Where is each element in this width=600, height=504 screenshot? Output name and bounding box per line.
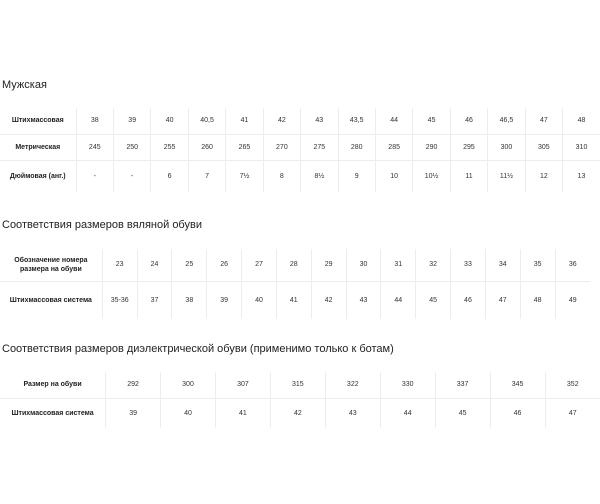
table-cell: 295 (450, 134, 487, 160)
table-cell: 27 (242, 249, 277, 281)
table-cell: 45 (413, 108, 450, 134)
table-cell: 46,5 (488, 108, 525, 134)
table-cell: 43 (301, 108, 338, 134)
table-cell: 300 (161, 372, 216, 398)
table-cell: 11½ (488, 160, 525, 192)
table-cell: 41 (276, 281, 311, 319)
table-row (0, 372, 600, 398)
table-cell: 270 (263, 134, 300, 160)
table-cell: 11 (450, 160, 487, 192)
table-cell: 48 (520, 281, 555, 319)
row-label: Штихмассовая (11, 117, 64, 125)
table-cell: 250 (113, 134, 150, 160)
table-cell: 7½ (226, 160, 263, 192)
table-row (0, 249, 590, 281)
table-cell: 49 (555, 281, 590, 319)
table-cell: 300 (488, 134, 525, 160)
table-cell: 35 (520, 249, 555, 281)
table-cell: 292 (106, 372, 161, 398)
table-cell: 307 (215, 372, 270, 398)
table-cell: 8 (263, 160, 300, 192)
table-cell: 6 (151, 160, 188, 192)
table-cell: 42 (263, 108, 300, 134)
table-body (0, 249, 590, 319)
table-cell: 35-36 (102, 281, 137, 319)
table-cell: 44 (375, 108, 412, 134)
table-cell: 290 (413, 134, 450, 160)
table-cell: 310 (563, 134, 600, 160)
section-title-dielectric: Соответствия размеров диэлектрической обуви (применимо только к ботам) (2, 343, 394, 355)
table-cell: 41 (215, 398, 270, 428)
table-cell: 47 (525, 108, 562, 134)
table-cell: 38 (76, 108, 113, 134)
table-cell: 10½ (413, 160, 450, 192)
row-label: Дюймовая (анг.) (0, 160, 76, 192)
table-cell: 9 (338, 160, 375, 192)
table-cell: 337 (435, 372, 490, 398)
table-row (0, 108, 600, 134)
table-cell: 36 (555, 249, 590, 281)
section-title-mens: Мужская (2, 79, 47, 91)
table-cell: 12 (525, 160, 562, 192)
table-row (0, 134, 600, 160)
table-cell: 352 (545, 372, 600, 398)
table-cell: 39 (207, 281, 242, 319)
table-cell: 265 (226, 134, 263, 160)
table-cell: 305 (525, 134, 562, 160)
table-row (0, 398, 600, 428)
table-cell: 40 (242, 281, 277, 319)
table-cell: 46 (450, 108, 487, 134)
table-cell: 39 (113, 108, 150, 134)
table-cell: 34 (485, 249, 520, 281)
table-cell: 40 (161, 398, 216, 428)
table-cell: 330 (380, 372, 435, 398)
table-cell: 25 (172, 249, 207, 281)
table-cell: 7 (188, 160, 225, 192)
table-cell: 46 (451, 281, 486, 319)
table-cell: 39 (106, 398, 161, 428)
table-cell: 43 (325, 398, 380, 428)
table-cell: 29 (311, 249, 346, 281)
table-cell: 345 (490, 372, 545, 398)
table-cell: 31 (381, 249, 416, 281)
table-cell: - (76, 160, 113, 192)
table-cell: 315 (270, 372, 325, 398)
table-body (0, 108, 600, 192)
row-label: Штихмассовая система (0, 281, 102, 319)
table-cell: 42 (311, 281, 346, 319)
table-cell: 280 (338, 134, 375, 160)
row-label: Метрическая (0, 134, 76, 160)
table-cell: 260 (188, 134, 225, 160)
table-cell: 43,5 (338, 108, 375, 134)
table-cell: 32 (416, 249, 451, 281)
table-cell: 10 (375, 160, 412, 192)
row-label: Штихмассовая система (0, 398, 106, 428)
table-cell: 285 (375, 134, 412, 160)
table-cell: 47 (485, 281, 520, 319)
table-cell: 245 (76, 134, 113, 160)
table-cell: 48 (563, 108, 600, 134)
table-body (0, 372, 600, 428)
table-cell: 47 (545, 398, 600, 428)
table-row (0, 160, 600, 192)
table-cell: 28 (276, 249, 311, 281)
section-title-felt-boots: Соответствия размеров вяляной обуви (2, 219, 202, 231)
table-cell: 23 (102, 249, 137, 281)
table-cell: 37 (137, 281, 172, 319)
table-cell: 33 (451, 249, 486, 281)
table-cell: 26 (207, 249, 242, 281)
table-cell: 24 (137, 249, 172, 281)
table-row (0, 281, 590, 319)
table-cell: - (113, 160, 150, 192)
table-cell: 43 (346, 281, 381, 319)
table-cell: 40,5 (188, 108, 225, 134)
table-cell: 30 (346, 249, 381, 281)
felt-boots-size-table (0, 249, 590, 319)
table-cell: 8½ (301, 160, 338, 192)
row-label: Размер на обуви (23, 381, 82, 389)
table-cell: 45 (416, 281, 451, 319)
row-label: Обозначение номера размера на обуви (14, 256, 88, 273)
table-cell: 46 (490, 398, 545, 428)
table-cell: 40 (151, 108, 188, 134)
table-cell: 44 (381, 281, 416, 319)
mens-size-table (0, 108, 600, 192)
table-cell: 38 (172, 281, 207, 319)
table-cell: 275 (301, 134, 338, 160)
table-cell: 44 (380, 398, 435, 428)
table-cell: 41 (226, 108, 263, 134)
dielectric-size-table (0, 372, 600, 428)
table-cell: 42 (270, 398, 325, 428)
table-cell: 13 (563, 160, 600, 192)
table-cell: 322 (325, 372, 380, 398)
table-cell: 255 (151, 134, 188, 160)
table-cell: 45 (435, 398, 490, 428)
